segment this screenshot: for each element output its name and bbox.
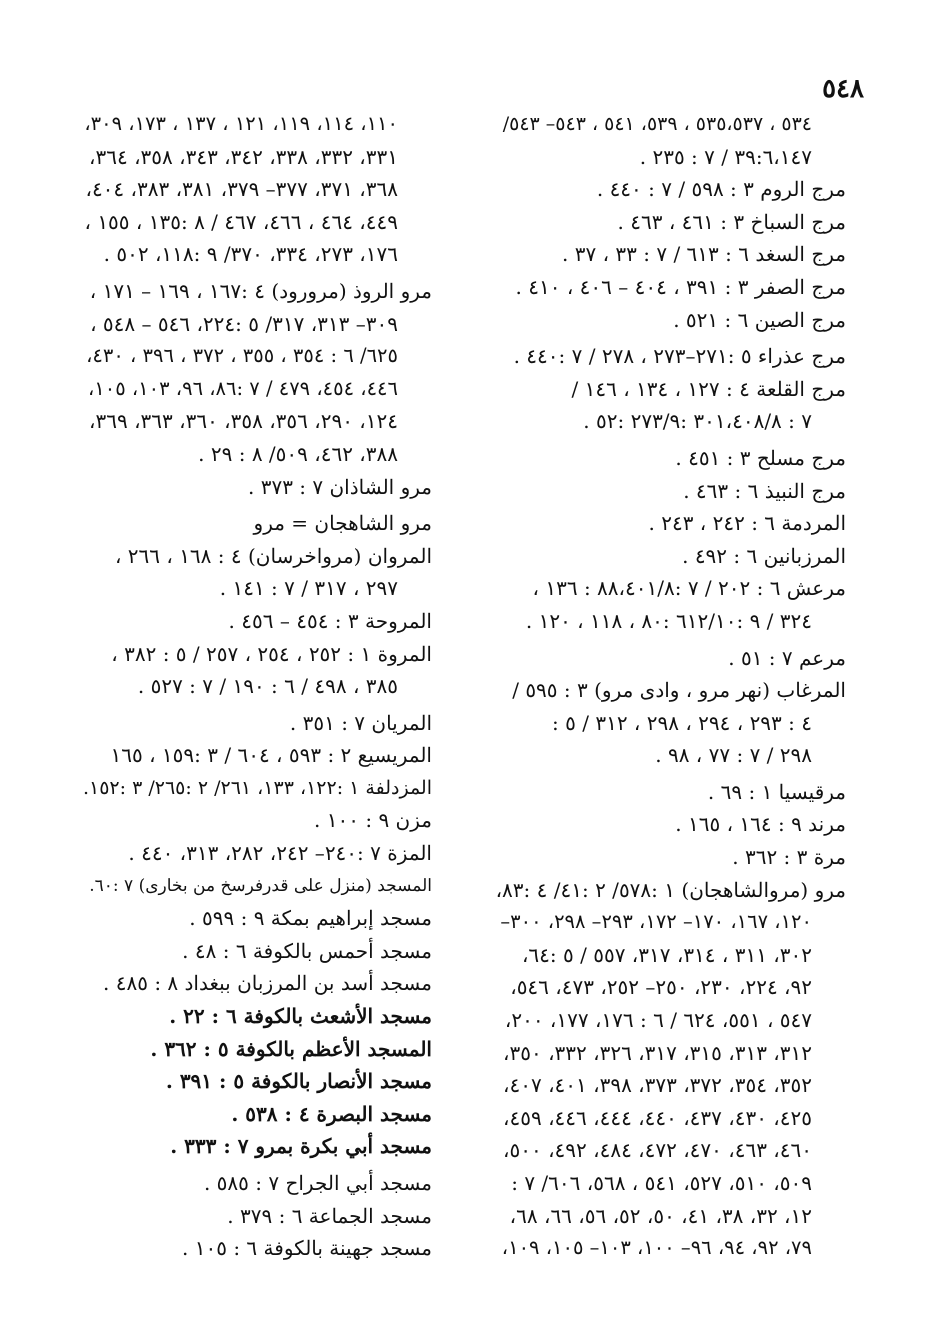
- index-entry: ٧ : ٣٠١،٤٠٨/٨ :٢٧٣/٩ :٥٢ .: [583, 409, 812, 434]
- index-entry: ٣٥٢، ٣٥٤، ٣٧٢، ٣٧٣، ٣٩٨، ٤٠١، ٤٠٧،: [503, 1073, 812, 1098]
- index-column-left: [82, 108, 432, 1265]
- index-entry: ٥٠٩، ٥١٠، ٥٢٧، ٥٤١ ، ٥٦٨، ٦٠٦/ ٧ :: [511, 1171, 812, 1195]
- index-entry: المريسيع ٢ : ٥٩٣ ، ٦٠٤ / ٣ :١٥٩ ، ١٦٥: [110, 743, 432, 768]
- index-entry: مسجد أسد بن المرزبان ببغداد ٨ : ٤٨٥ .: [103, 971, 432, 996]
- index-entry: مسجد الأشعث بالكوفة ٦ : ٢٢ .: [169, 1004, 432, 1029]
- page-number: ٥٤٨: [822, 74, 864, 104]
- index-entry: مرج عذراء ٥ :٢٧١–٢٧٣ ، ٢٧٨ / ٧ :٤٤٠ .: [513, 344, 846, 369]
- index-entry: ٢٩٨ / ٧ : ٧٧ ، ٩٨ .: [655, 743, 812, 768]
- index-entry: ١٢٤، ٢٩٠، ٣٥٦، ٣٥٨، ٣٦٠، ٣٦٣، ٣٦٩،: [89, 409, 398, 434]
- index-entry: ٤ : ٢٩٣ ، ٢٩٤ ، ٢٩٨ ، ٣١٢ / ٥ :: [552, 710, 812, 735]
- index-entry: مسجد البصرة ٤ : ٥٣٨ .: [231, 1101, 432, 1126]
- index-entry: ١٢٠، ١٦٧، ١٧٠– ١٧٢، ٢٩٣– ٢٩٨، ٣٠٠–: [500, 910, 812, 934]
- index-entry: مسجد أبي الجراح ٧ : ٥٨٥ .: [203, 1171, 432, 1195]
- index-entry: ٧٩، ٩٢، ٩٤، ٩٦– ١٠٠، ١٠٣– ١٠٥، ١٠٩،: [501, 1236, 812, 1260]
- index-entry: مرقيسيا ١ : ٦٩ .: [707, 779, 846, 804]
- index-entry: ١٧٦، ٢٧٣، ٣٣٤، ٣٧٠/ ٩ :١١٨، ٥٠٢ .: [103, 242, 398, 267]
- index-entry: مسجد الأنصار بالكوفة ٥ : ٣٩١ .: [165, 1069, 432, 1094]
- index-entry: مرو الشاذان ٧ : ٣٧٣ .: [247, 474, 432, 499]
- index-entry: ٤٦٠، ٤٦٣، ٤٧٠، ٤٧٢، ٤٨٤، ٤٩٢، ٥٠٠،: [503, 1138, 812, 1163]
- index-entry: مرج الصين ٦ : ٥٢١ .: [673, 307, 846, 332]
- index-entry: مسجد الجماعة ٦ : ٣٧٩ .: [227, 1203, 432, 1228]
- index-entry: ٤٢٥، ٤٣٠، ٤٣٧، ٤٤٠، ٤٤٤، ٤٤٦، ٤٥٩،: [503, 1105, 812, 1130]
- index-entry: ٢٩٧ ، ٣١٧ / ٧ : ١٤١ .: [219, 576, 398, 601]
- index-entry: المروان (مرواخرسان) ٤ : ١٦٨ ، ٢٦٦ ،: [114, 543, 432, 568]
- index-entry: المرغاب (نهر مرو ، وادى مرو) ٣ : ٥٩٥ /: [512, 678, 846, 703]
- index-entry: مزن ٩ : ١٠٠ .: [314, 808, 432, 833]
- index-entry: مسجد جهينة بالكوفة ٦ : ١٠٥ .: [182, 1236, 432, 1261]
- index-entry: مسجد أحمس بالكوفة ٦ : ٤٨ .: [182, 938, 432, 963]
- index-entry: ٩٢، ٢٢٤، ٢٣٠، ٢٥٠– ٢٥٢، ٤٧٣، ٥٤٦،: [510, 975, 812, 1000]
- index-entry: مرو الشاهجان = مرو: [253, 511, 432, 536]
- index-entry: مسجد إبراهيم بمكة ٩ : ٥٩٩ .: [189, 906, 432, 931]
- index-entry: مرو (مروالشاهجان) ١ :٥٧٨/ ٢ :٤١/ ٤ :٨٣،: [495, 877, 846, 902]
- index-entry: مرة ٣ : ٣٦٢ .: [732, 845, 846, 870]
- index-entry: مرج النبيذ ٦ : ٤٦٣ .: [683, 478, 846, 503]
- index-entry: المريان ٧ : ٣٥١ .: [289, 710, 432, 735]
- index-entry: ٣٠٩– ٣١٣، ٣١٧/ ٥ :٢٢٤، ٥٤٦ – ٥٤٨ ،: [90, 311, 398, 336]
- index-entry: ١٢، ٣٢، ٣٨، ٤١، ٥٠، ٥٢، ٥٦، ٦٦، ٦٨،: [509, 1203, 812, 1228]
- index-entry: مرج السباخ ٣ : ٤٦١ ، ٤٦٣ .: [617, 209, 846, 234]
- index-entry: مرج القلعة ٤ : ١٢٧ ، ١٣٤ ، ١٤٦ /: [571, 376, 846, 401]
- index-entry: ٦٢٥/ ٦ : ٣٥٤ ، ٣٥٥ ، ٣٧٢ ، ٣٩٦ ، ٤٣٠،: [86, 344, 398, 368]
- index-entry: مرند ٩ : ١٦٤ ، ١٦٥ .: [675, 812, 846, 837]
- index-entry: المردمة ٦ : ٢٤٢ ، ٢٤٣ .: [648, 511, 846, 536]
- index-entry: ٣٩:٦،١٤٧ / ٧ : ٢٣٥ .: [639, 144, 812, 169]
- index-entry: المروة ١ : ٢٥٢ ، ٢٥٤ ، ٢٥٧ / ٥ : ٣٨٢ ،: [111, 641, 432, 666]
- index-entry: ٣٨٥ ، ٤٩٨ / ٦ : ١٩٠ / ٧ : ٥٢٧ .: [137, 674, 398, 699]
- index-entry: ٤٤٦، ٤٥٤، ٤٧٩ / ٧ :٨٦، ٩٦، ١٠٣، ١٠٥،: [87, 376, 398, 400]
- index-column-right: [496, 108, 846, 1265]
- index-entry: ١١٠، ١١٤، ١١٩، ١٢١ ، ١٣٧ ، ١٧٣، ٣٠٩،: [84, 112, 398, 135]
- index-entry: مسجد أبي بكرة بمرو ٧ : ٣٣٣ .: [170, 1134, 432, 1159]
- index-entry: المرزبانين ٦ : ٤٩٢ .: [682, 543, 846, 568]
- index-entry: مرعم ٧ : ٥١ .: [728, 645, 846, 670]
- index-entry: المزدلفة ١ :١٢٢، ١٣٣، ٢٦١/ ٢ :٢٦٥/ ٣ :١٥٢.: [82, 776, 432, 799]
- index-entry: مرو الروذ (مرورود) ٤ :١٦٧ ، ١٦٩ – ١٧١ ،: [89, 278, 432, 303]
- index-entry: المسجد الأعظم بالكوفة ٥ : ٣٦٢ .: [150, 1036, 432, 1061]
- index-entry: مرج الروم ٣ : ٥٩٨ / ٧ : ٤٤٠ .: [596, 177, 846, 202]
- index-entry: ٣٣١، ٣٣٢، ٣٣٨، ٣٤٢، ٣٤٣، ٣٥٨، ٣٦٤،: [89, 144, 398, 169]
- index-entry: ٣١٢، ٣١٣، ٣١٥، ٣١٧، ٣٢٦، ٣٣٢، ٣٥٠،: [503, 1040, 812, 1065]
- index-entry: ٣٠٢، ٣١١ ، ٣١٤، ٣١٧، ٥٥٧ / ٥ :٦٤،: [521, 942, 812, 967]
- index-entry: مرج السغد ٦ : ٦١٣ / ٧ : ٣٣ ، ٣٧ .: [562, 242, 846, 267]
- index-entry: المزة ٧ :٢٤٠– ٢٤٢، ٢٨٢، ٣١٣، ٤٤٠ .: [128, 841, 432, 866]
- index-entry: ٣٦٨، ٣٧١، ٣٧٧– ٣٧٩، ٣٨١، ٣٨٣، ٤٠٤،: [85, 177, 398, 202]
- index-entry: ٤٤٩، ٤٦٤ ، ٤٦٦، ٤٦٧ / ٨ :١٣٥ ، ١٥٥ ،: [84, 209, 398, 234]
- index-entry: ٣٢٤ / ٩ :٦١٢/١٠ :٨٠ ، ١١٨ ، ١٢٠ .: [525, 608, 812, 633]
- index-entry: ٥٤٧ ، ٥٥١، ٦٢٤ / ٦ : ١٧٦، ١٧٧، ٢٠٠،: [504, 1008, 812, 1033]
- index-entry: مرعش ٦ : ٢٠٢ / ٧ :٨٨،٤٠١/٨ : ١٣٦ ،: [532, 576, 846, 601]
- index-entry: المروحة ٣ : ٤٥٤ – ٤٥٦ .: [228, 608, 432, 633]
- index-entry: ٥٣٤ ، ٥٣٥،٥٣٧ ، ٥٣٩، ٥٤١ ، ٥٤٣– ٥٤٣/: [502, 113, 812, 135]
- index-entry: ٣٨٨، ٤٦٢، ٥٠٩/ ٨ : ٢٩ .: [198, 441, 398, 466]
- index-entry: المسجد (منزل على قدرفرسخ من بخارى) ٧ :٦٠.: [89, 875, 432, 896]
- index-entry: مرج مسلح ٣ : ٤٥١ .: [675, 445, 846, 470]
- index-entry: مرج الصفر ٣ : ٣٩١ ، ٤٠٤ – ٤٠٦ ، ٤١٠ .: [515, 274, 846, 299]
